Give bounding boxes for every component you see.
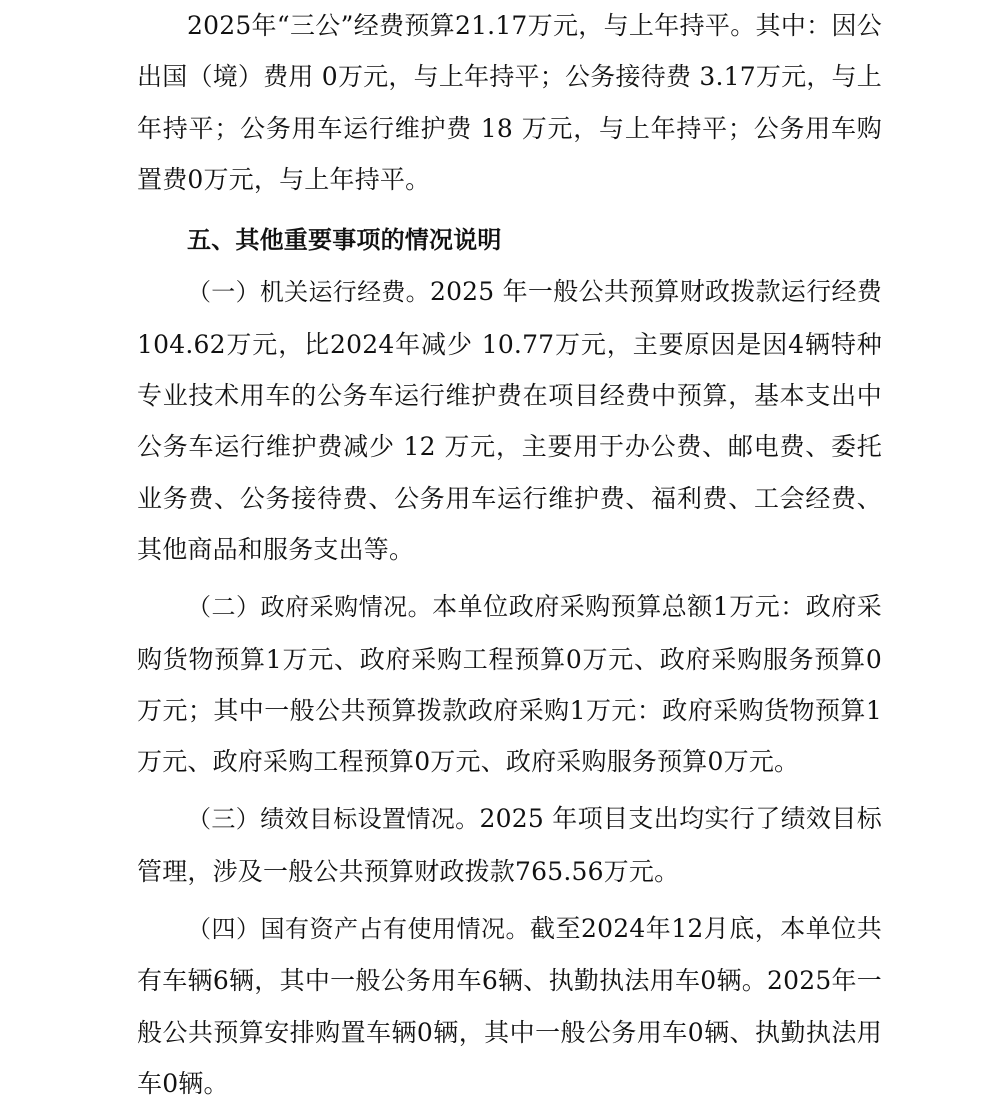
paragraph-three-public-expenses: [137, 0, 882, 205]
paragraph-lead: （一）机关运行经费。: [187, 278, 430, 307]
paragraph-performance-targets: [137, 793, 882, 897]
document-body: [137, 0, 882, 1109]
paragraph-government-procurement: [137, 581, 882, 787]
paragraph-operating-expenses: [137, 266, 882, 575]
paragraph-body: 截至2024年12月底，本单位共有车辆6辆，其中一般公务用车6辆、执勤执法用车0辆。2025年一般公共预算安排购置车辆0辆，其中一般公务用车0辆、执勤执法用车0辆。: [137, 914, 882, 1098]
paragraph-lead: （二）政府采购情况。: [187, 593, 433, 622]
paragraph-body: 本单位政府采购预算总额1万元：政府采购货物预算1万元、政府采购工程预算0万元、政府采购服务预算0万元；其中一般公共预算拨款政府采购1万元：政府采购货物预算1万元、政府采购工程预算0万元、政府采购服务预算0万元。: [137, 592, 883, 777]
paragraph-body: 2025 年项目支出均实行了绩效目标管理，涉及一般公共预算财政拨款765.56万元。: [137, 804, 883, 886]
paragraph-body: 2025 年一般公共预算财政拨款运行经费 104.62万元，比2024年减少 10.77万元，主要原因是因4辆特种专业技术用车的公务车运行维护费在项目经费中预算，基本支出中公务车运行维护费减少 12 万元，主要用于办公费、邮电费、委托业务费、公务接待费、公务用车运行维护费、福利费、工会经费、其他商品和服务支出等。: [137, 277, 882, 564]
section-heading-5: 五、其他重要事项的情况说明: [187, 226, 502, 255]
paragraph-lead: （四）国有资产占有使用情况。: [187, 915, 531, 944]
paragraph-lead: （三）绩效目标设置情况。: [187, 805, 480, 834]
paragraph-state-assets: [137, 903, 882, 1109]
paragraph-body: 2025年“三公”经费预算21.17万元，与上年持平。其中：因公出国（境）费用 0万元，与上年持平；公务接待费 3.17万元，与上年持平；公务用车运行维护费 18 万元，与上年持平；公务用车购置费0万元，与上年持平。: [137, 11, 882, 194]
